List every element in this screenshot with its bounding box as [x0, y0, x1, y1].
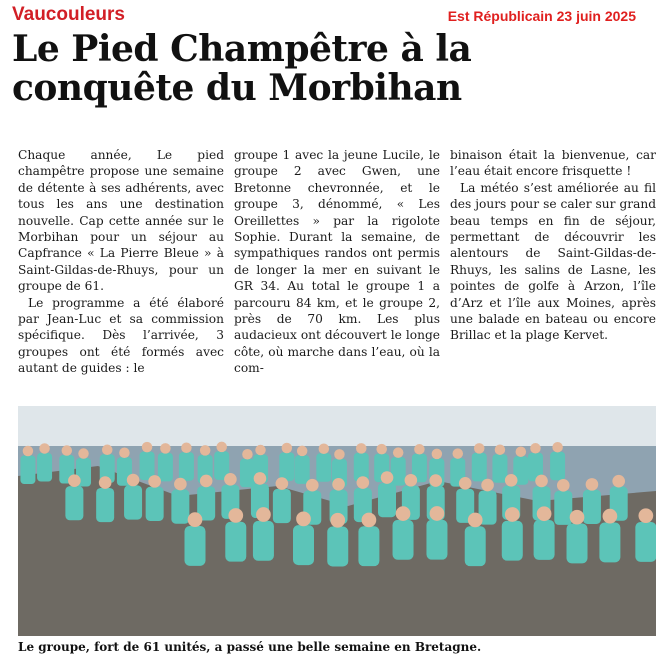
person-head	[242, 449, 253, 460]
person-head	[200, 475, 213, 488]
person-head	[119, 448, 130, 459]
source-label: Est Républicain 23 juin 2025	[447, 8, 636, 24]
person-body	[279, 453, 294, 482]
person-head	[530, 443, 541, 454]
person-body	[96, 488, 114, 522]
person-head	[148, 475, 161, 488]
person-head	[68, 474, 81, 487]
person-body	[393, 520, 414, 560]
person-body	[124, 485, 142, 519]
paragraph: Chaque année, Le pied champêtre propose une semaine de détente à ses adhérents, avec tous les ans une destination nouvelle. Cap cette année sur le Morbihan pour un séjour au Capfrance « La Pierre Bleue » à Saint-Gildas-de-Rhuys, pour un groupe de 61.	[18, 148, 224, 294]
person-head	[638, 508, 653, 523]
person-body	[65, 486, 83, 520]
person-body	[502, 521, 523, 561]
person-head	[376, 444, 387, 455]
person-head	[557, 479, 570, 492]
person-head	[276, 477, 289, 490]
person-head	[282, 443, 293, 454]
person-body	[225, 522, 246, 562]
person-head	[306, 479, 319, 492]
paragraph: groupe 1 avec la jeune Lucile, le groupe 2 avec Gwen, une Bretonne chevronnée, et le groupe 3, dénommé, « Les Oreillettes » par la rigolote Sophie. Durant la semaine, de sympathiques randos ont permis de longer la mer en suivant le GR 34. Au total le groupe 1 a parcouru 84 km, et le groupe 2, près de 70 km. Les plus audacieux ont découvert le longe côte, où marche dans l’eau, où la com-	[234, 148, 440, 376]
person-body	[37, 453, 52, 482]
rubric-label: Vaucouleurs	[12, 4, 125, 25]
person-body	[534, 520, 555, 560]
person-body	[293, 525, 314, 565]
person-body	[426, 520, 447, 560]
person-head	[357, 476, 370, 489]
person-head	[432, 449, 443, 460]
article-column-1	[18, 147, 224, 377]
person-head	[495, 444, 506, 455]
person-head	[570, 510, 585, 525]
person-head	[297, 446, 308, 457]
person-head	[99, 476, 112, 489]
person-head	[319, 443, 330, 454]
person-head	[254, 472, 267, 485]
person-head	[381, 471, 394, 484]
person-head	[396, 506, 411, 521]
person-body	[327, 527, 348, 567]
person-head	[612, 475, 625, 488]
person-body	[316, 453, 331, 482]
person-head	[535, 475, 548, 488]
person-head	[188, 512, 203, 527]
article-body	[18, 147, 658, 377]
person-head	[78, 448, 89, 459]
person-head	[255, 445, 266, 456]
person-body	[472, 453, 487, 482]
person-body	[146, 487, 164, 521]
person-head	[39, 443, 50, 454]
person-head	[216, 442, 227, 453]
person-head	[102, 445, 113, 456]
person-head	[481, 479, 494, 492]
person-body	[240, 459, 255, 488]
person-body	[273, 489, 291, 523]
article-headline: Le Pied Champêtre à la conquête du Morbihan	[12, 28, 472, 109]
person-head	[334, 449, 345, 460]
person-head	[405, 474, 418, 487]
person-body	[171, 490, 189, 524]
person-head	[393, 447, 404, 458]
person-head	[181, 443, 192, 454]
person-body	[179, 452, 194, 481]
person-head	[414, 444, 425, 455]
person-head	[429, 474, 442, 487]
person-head	[459, 477, 472, 490]
person-body	[295, 455, 310, 484]
person-body	[635, 522, 656, 562]
person-head	[505, 474, 518, 487]
person-head	[603, 509, 618, 524]
person-head	[200, 445, 211, 456]
person-head	[142, 442, 153, 453]
article-column-2	[234, 147, 440, 377]
person-body	[554, 491, 572, 525]
person-head	[362, 513, 377, 528]
person-head	[586, 478, 599, 491]
person-head	[505, 507, 520, 522]
person-body	[253, 521, 274, 561]
person-head	[228, 508, 243, 523]
person-head	[296, 512, 311, 527]
person-head	[474, 443, 485, 454]
person-body	[583, 490, 601, 524]
person-body	[465, 526, 486, 566]
person-head	[224, 473, 237, 486]
person-head	[516, 446, 527, 457]
person-body	[185, 526, 206, 566]
person-head	[160, 443, 171, 454]
person-body	[158, 453, 173, 482]
person-head	[332, 478, 345, 491]
paragraph: binaison était la bienvenue, car l’eau était encore frisquette !	[450, 148, 656, 179]
person-body	[391, 457, 406, 486]
person-body	[550, 452, 565, 481]
group-photo	[18, 406, 656, 636]
person-head	[430, 506, 445, 521]
person-body	[599, 522, 620, 562]
photo-caption: Le groupe, fort de 61 unités, a passé une belle semaine en Bretagne.	[18, 640, 482, 654]
person-head	[468, 513, 483, 528]
person-head	[552, 442, 563, 453]
article-column-3	[450, 147, 656, 377]
paragraph: La météo s’est améliorée au fil des jours pour se caler sur grand beau temps en fin de séjour, permettant de découvrir les alentours de Saint-Gildas-de-Rhuys, les salins de Lasne, les pointes de golfe à Arzon, l’île d’Arz et l’île aux Moines, après une balade en bateau ou encore Brillac et la plage Kervet.	[450, 180, 656, 343]
person-head	[330, 513, 345, 528]
person-body	[358, 526, 379, 566]
person-head	[356, 443, 367, 454]
person-head	[62, 445, 73, 456]
person-head	[174, 478, 187, 491]
person-body	[567, 524, 588, 564]
paragraph: Le programme a été élaboré par Jean-Luc et sa commission spécifique. Dès l’arrivée, 3 groupes ont été formés avec autant de guides : le	[18, 295, 224, 376]
group-photo-image	[18, 406, 656, 636]
person-body	[20, 455, 35, 484]
person-head	[23, 446, 34, 457]
person-head	[127, 474, 140, 487]
person-head	[537, 506, 552, 521]
person-head	[256, 507, 271, 522]
person-head	[453, 448, 464, 459]
person-body	[378, 483, 396, 517]
